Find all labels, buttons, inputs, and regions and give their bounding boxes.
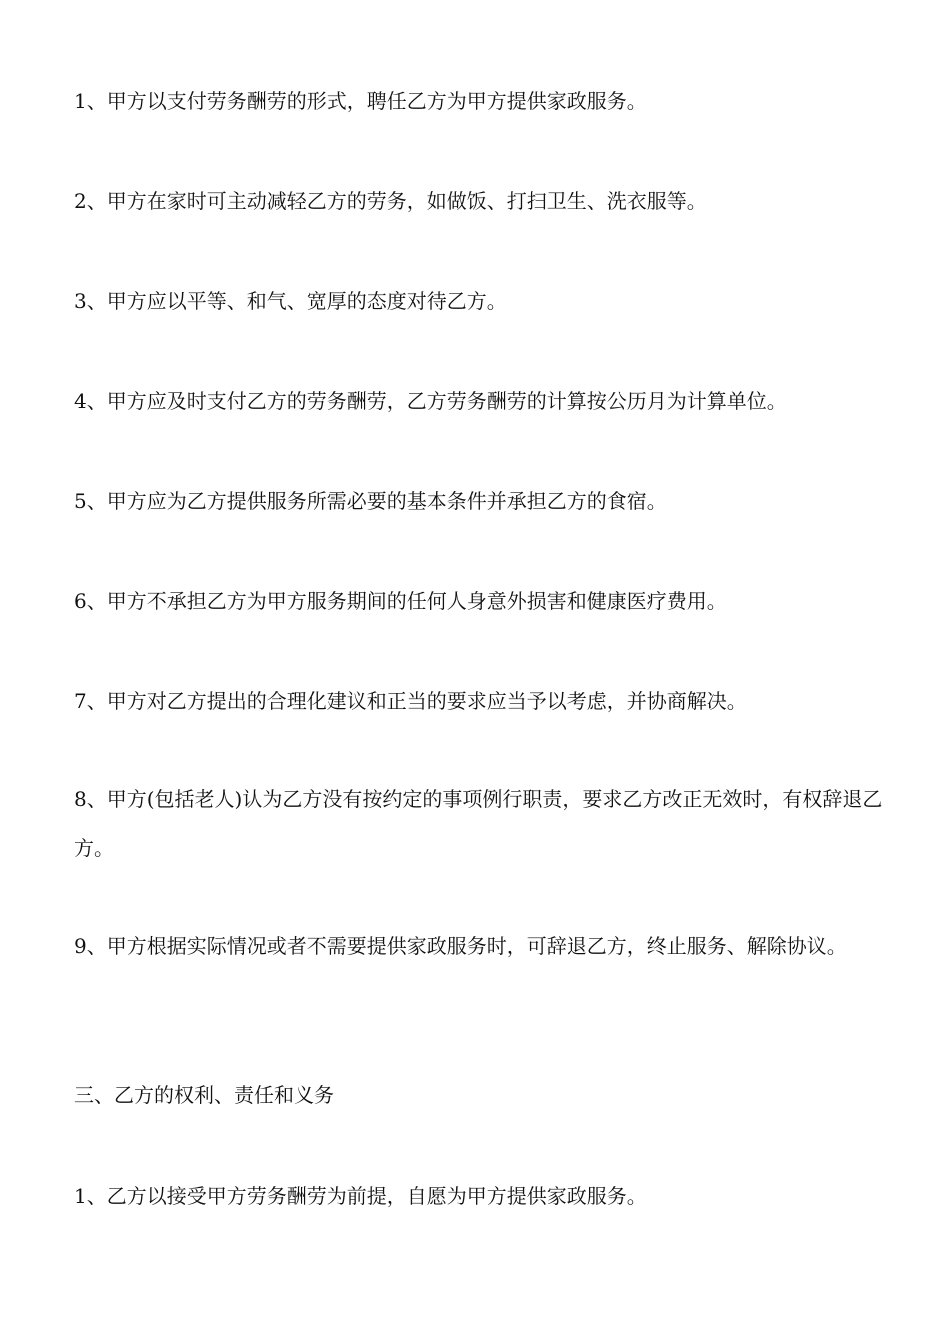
clause-9-employer: 9、甲方根据实际情况或者不需要提供家政服务时，可辞退乙方，终止服务、解除协议。 [74, 934, 847, 958]
clause-1-employer: 1、甲方以支付劳务酬劳的形式，聘任乙方为甲方提供家政服务。 [74, 89, 647, 113]
section-heading-party-b: 三、乙方的权利、责任和义务 [74, 1083, 334, 1107]
clause-6-employer: 6、甲方不承担乙方为甲方服务期间的任何人身意外损害和健康医疗费用。 [74, 589, 727, 613]
clause-8-employer: 8、甲方(包括老人)认为乙方没有按约定的事项例行职责，要求乙方改正无效时，有权辞退乙方。 [74, 787, 883, 860]
clause-7-employer: 7、甲方对乙方提出的合理化建议和正当的要求应当予以考虑，并协商解决。 [74, 689, 747, 713]
clause-3-employer: 3、甲方应以平等、和气、宽厚的态度对待乙方。 [74, 289, 507, 313]
clause-4-employer: 4、甲方应及时支付乙方的劳务酬劳，乙方劳务酬劳的计算按公历月为计算单位。 [74, 389, 787, 413]
clause-2-employer: 2、甲方在家时可主动减轻乙方的劳务，如做饭、打扫卫生、洗衣服等。 [74, 189, 707, 213]
clause-5-employer: 5、甲方应为乙方提供服务所需必要的基本条件并承担乙方的食宿。 [74, 489, 667, 513]
clause-1-party-b: 1、乙方以接受甲方劳务酬劳为前提，自愿为甲方提供家政服务。 [74, 1184, 647, 1208]
